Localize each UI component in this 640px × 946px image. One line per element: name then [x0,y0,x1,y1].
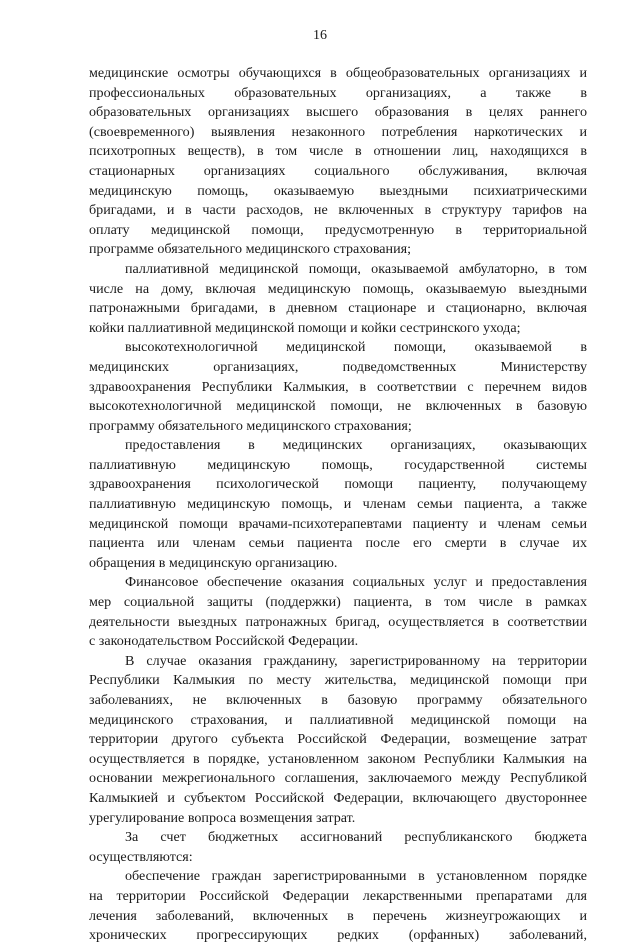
text-line: обеспечение граждан зарегистрированными в установленном порядке [125,868,587,885]
text-line: предоставления в медицинских организациях, оказывающих [125,437,587,454]
text-line: стационарных организациях социального обслуживания, включая [89,162,587,179]
text-line: числе на дому, включая медицинскую помощь, оказываемую выездными [89,280,587,297]
text-line: Республики Калмыкия по месту жительства, медицинской помощи при [89,672,587,689]
text-line: лечения заболеваний, включенных в перечень жизнеугрожающих и [89,907,587,924]
text-line: профессиональных образовательных организациях, а также в [89,84,587,101]
text-line: оплату медицинской помощи, предусмотренную в территориальной [89,221,587,238]
text-line: медицинских организациях, подведомственных Министерству [89,358,587,375]
text-line: обращения в медицинскую организацию. [89,554,338,571]
text-line: койки паллиативной медицинской помощи и койки сестринского ухода; [89,319,521,336]
text-line: паллиативную медицинскую помощь, и членам семьи пациента, а также [89,496,587,513]
text-line: осуществляется в порядке, установленном законом Республики Калмыкия на [89,750,587,767]
text-line: пациента или членам семьи пациента после его смерти в случае их [89,535,587,552]
text-line: здравоохранения психологической помощи пациенту, получающему [89,476,587,493]
text-line: высокотехнологичной медицинской помощи, не включенных в базовую [89,398,587,415]
text-line: паллиативной медицинской помощи, оказываемой амбулаторно, в том [125,260,587,277]
text-line: программе обязательного медицинского страхования; [89,241,412,258]
text-line: высокотехнологичной медицинской помощи, оказываемой в [125,339,587,356]
text-line: урегулирование вопроса возмещения затрат. [89,809,356,826]
text-line: с законодательством Российской Федерации. [89,633,359,650]
text-line: Калмыкией и субъектом Российской Федерации, включающего двустороннее [89,789,587,806]
text-line: здравоохранения Республики Калмыкия, в соответствии с перечнем видов [89,378,587,395]
text-line: образовательных организациях высшего образования в целях раннего [89,104,587,121]
text-line: За счет бюджетных ассигнований республиканского бюджета [125,829,587,846]
text-line: на территории Российской Федерации лекарственными препаратами для [89,887,587,904]
text-line: территории другого субъекта Российской Федерации, возмещение затрат [89,731,587,748]
text-line: бригадами, и в части расходов, не включенных в структуру тарифов на [89,202,587,219]
page-number: 16 [313,28,327,43]
text-line: мер социальной защиты (поддержки) пациента, в том числе в рамках [89,594,587,611]
text-line: основании межрегионального соглашения, заключаемого между Республикой [89,770,587,787]
text-line: В случае оказания гражданину, зарегистрированному на территории [125,652,587,669]
text-line: осуществляются: [89,848,193,865]
text-line: (своевременного) выявления незаконного потребления наркотических и [89,123,587,140]
text-line: медицинского страхования, и паллиативной медицинской помощи на [89,711,587,728]
document-body [89,64,587,946]
text-line: Финансовое обеспечение оказания социальных услуг и предоставления [125,574,587,591]
text-line: медицинские осмотры обучающихся в общеобразовательных организациях и [89,65,587,81]
text-line: психотропных веществ), в том числе в отношении лиц, находящихся в [89,143,587,160]
text-line: паллиативную медицинскую помощь, государственной системы [89,456,587,473]
text-line: деятельности выездных патронажных бригад, осуществляется в соответствии [89,613,587,630]
text-line: медицинскую помощь, оказываемую выездными психиатрическими [89,182,587,199]
text-line: патронажными бригадами, в дневном стационаре и стационарно, включая [89,300,587,317]
text-line: заболеваниях, не включенных в базовую программу обязательного [89,692,587,708]
text-line: хронических прогрессирующих редких (орфанных) заболеваний, [89,927,587,944]
text-line: медицинской помощи врачами-психотерапевтами пациенту и членам семьи [89,515,587,532]
text-line: программу обязательного медицинского страхования; [89,417,412,434]
